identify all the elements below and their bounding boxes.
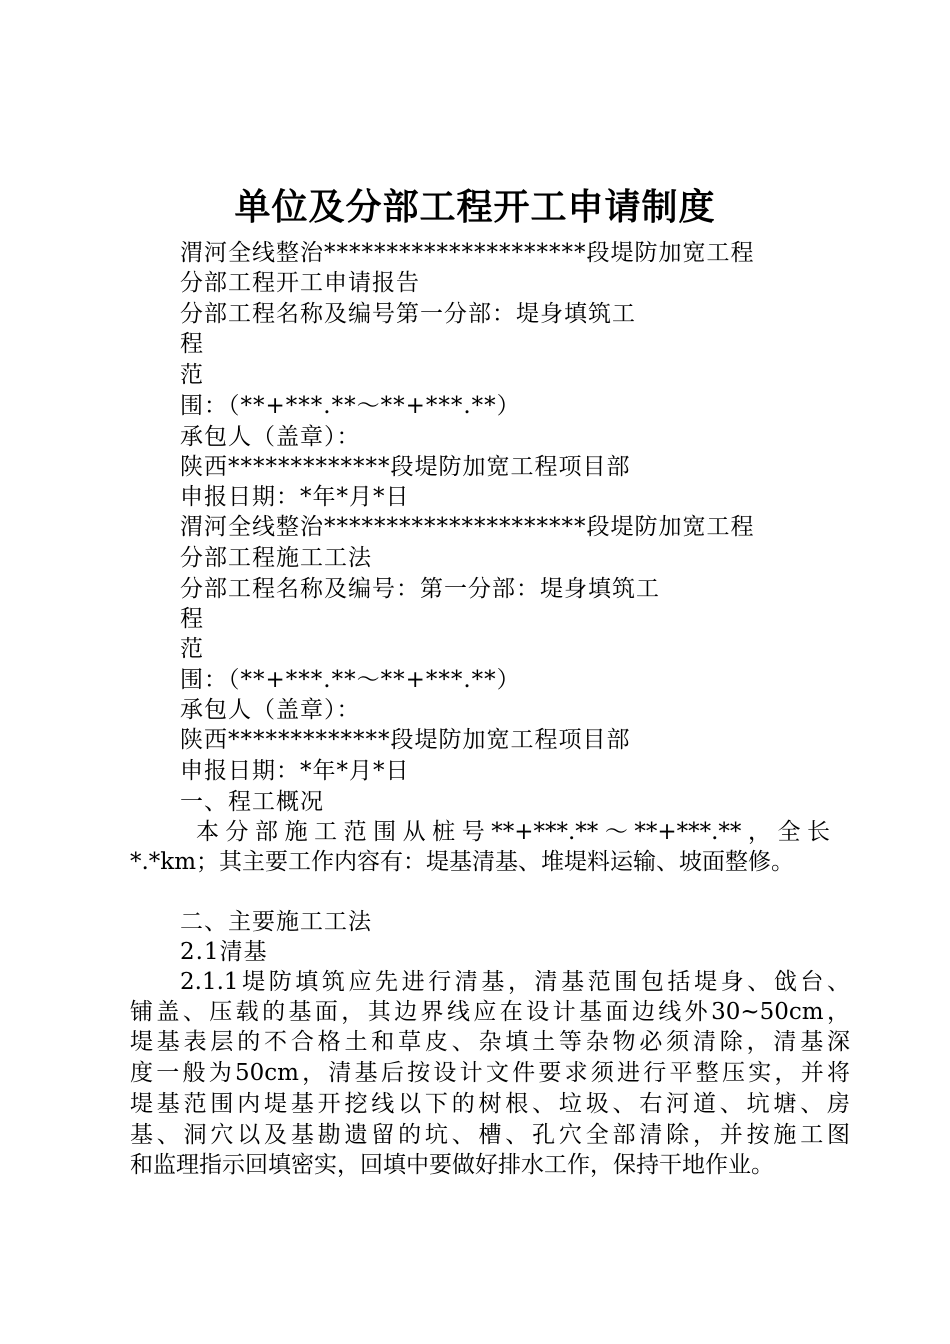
report-date-line: 申报日期：*年*月*日 <box>180 484 410 510</box>
method-title: 分部工程施工工法 <box>180 545 372 571</box>
report-name-wrap: 程 <box>180 331 204 357</box>
method-date-line: 申报日期：*年*月*日 <box>180 758 410 784</box>
section2-paragraph-line: 度一般为50cm，清基后按设计文件要求须进行平整压实，并将 <box>130 1060 850 1086</box>
report-contractor-name: 陕西*************段堤防加宽工程项目部 <box>180 454 631 480</box>
method-name-label: 分部工程名称及编号：第一分部：堤身填筑工 <box>180 576 660 602</box>
report-name-label: 分部工程名称及编号第一分部：堤身填筑工 <box>180 301 636 327</box>
section2-heading: 二、主要施工工法 <box>180 909 372 935</box>
report-title: 分部工程开工申请报告 <box>180 270 420 296</box>
report-project-line: 渭河全线整治*********************段堤防加宽工程 <box>180 240 755 266</box>
section1-heading: 一、程工概况 <box>180 789 324 815</box>
section2-paragraph-line: 堤基范围内堤基开挖线以下的树根、垃圾、右河道、坑塘、房 <box>130 1091 850 1117</box>
method-range-line: 围：（**+***.**～**+***.**） <box>180 667 521 693</box>
report-range-char: 范 <box>180 362 204 388</box>
section2-paragraph-line: 基、洞穴以及基勘遗留的坑、槽、孔穴全部清除，并按施工图 <box>130 1122 850 1148</box>
section2-paragraph-line: 堤基表层的不合格土和草皮、杂填土等杂物必须清除，清基深 <box>130 1029 850 1055</box>
section1-paragraph-line: *.*km；其主要工作内容有：堤基清基、堆堤料运输、坡面整修。 <box>130 849 795 875</box>
section2-paragraph-line: 2.1.1堤防填筑应先进行清基，清基范围包括堤身、戗台、 <box>180 969 850 995</box>
section2-paragraph-line: 铺盖、压载的基面，其边界线应在设计基面边线外30~50cm， <box>130 999 850 1025</box>
method-contractor-name: 陕西*************段堤防加宽工程项目部 <box>180 727 631 753</box>
method-name-wrap: 程 <box>180 606 204 632</box>
section2-subheading: 2.1清基 <box>180 939 268 965</box>
document-title: 单位及分部工程开工申请制度 <box>234 187 716 228</box>
section2-paragraph-line: 和监理指示回填密实，回填中要做好排水工作，保持干地作业。 <box>130 1152 774 1178</box>
section1-paragraph-line: 本分部施工范围从桩号**+***.**～**+***.**，全长 <box>196 819 830 845</box>
report-contractor-label: 承包人（盖章）： <box>180 424 361 450</box>
report-range-line: 围：（**+***.**～**+***.**） <box>180 393 521 419</box>
method-contractor-label: 承包人（盖章）： <box>180 697 361 723</box>
method-range-char: 范 <box>180 636 204 662</box>
method-project-line: 渭河全线整治*********************段堤防加宽工程 <box>180 514 755 540</box>
